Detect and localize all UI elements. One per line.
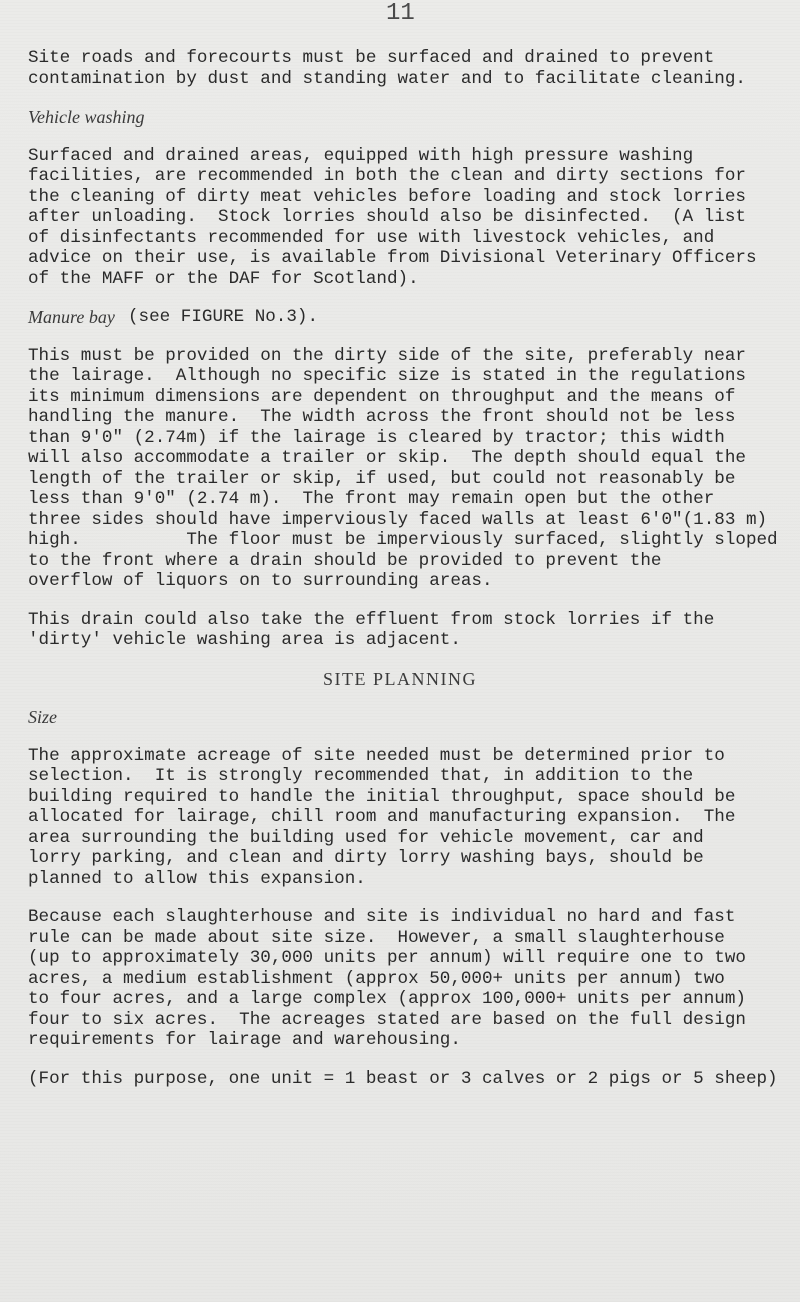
paragraph-line: four to six acres. The acreages stated are based on the full design <box>28 1009 746 1030</box>
paragraph-line: requirements for lairage and warehousing. <box>28 1030 461 1050</box>
paragraph-line: selection. It is strongly recommended that, in addition to the <box>28 766 694 786</box>
paragraph-line: of the MAFF or the DAF for Scotland). <box>28 268 419 289</box>
paragraph-line: area surrounding the building used for vehicle movement, car and <box>28 827 704 848</box>
paragraph-line: to the front where a drain should be provided to prevent the <box>28 550 662 571</box>
heading-site-planning: SITE PLANNING <box>323 668 477 689</box>
paragraph-line: less than 9'0" (2.74 m). The front may remain open but the other <box>28 489 715 509</box>
paragraph-line: Because each slaughterhouse and site is individual no hard and fast <box>28 907 736 927</box>
paragraph-line: The approximate acreage of site needed must be determined prior to <box>28 745 725 766</box>
paragraph-line: than 9'0" (2.74m) if the lairage is cleared by tractor; this width <box>28 427 725 448</box>
paragraph-line: to four acres, and a large complex (approx 100,000+ units per annum) <box>28 989 746 1009</box>
paragraph-line: lorry parking, and clean and dirty lorry washing bays, should be <box>28 848 704 868</box>
paragraph-line: high. The floor must be imperviously surfaced, slightly sloped <box>28 530 778 550</box>
paragraph-line: overflow of liquors on to surrounding areas. <box>28 571 493 591</box>
paragraph-line: three sides should have imperviously faced walls at least 6'0"(1.83 m) <box>28 509 768 530</box>
heading-manure-bay: Manure bay <box>28 307 115 327</box>
paragraph-line: handling the manure. The width across the front should not be less <box>28 407 736 427</box>
paragraph-line: the cleaning of dirty meat vehicles before loading and stock lorries <box>28 186 746 207</box>
paragraph-line: building required to handle the initial throughput, space should be <box>28 786 736 807</box>
paragraph-line: the lairage. Although no specific size is stated in the regulations <box>28 366 746 386</box>
paragraph-line: (up to approximately 30,000 units per annum) will require one to two <box>28 948 746 968</box>
paragraph-line: Site roads and forecourts must be surfaced and drained to prevent <box>28 48 715 68</box>
heading-size: Size <box>28 707 57 727</box>
heading-manure-bay-reference: (see FIGURE No.3). <box>128 307 319 327</box>
paragraph-line: Surfaced and drained areas, equipped with high pressure washing <box>28 145 694 166</box>
paragraph-line: This drain could also take the effluent from stock lorries if the <box>28 609 715 630</box>
page-number: 11 <box>386 0 415 27</box>
paragraph-line: its minimum dimensions are dependent on throughput and the means of <box>28 386 736 407</box>
paragraph-line: facilities, are recommended in both the clean and dirty sections for <box>28 166 746 186</box>
paragraph-line: This must be provided on the dirty side of the site, preferably near <box>28 345 746 366</box>
paragraph-line: rule can be made about site size. However, a small slaughterhouse <box>28 927 725 948</box>
paragraph-line: will also accommodate a trailer or skip. The depth should equal the <box>28 448 746 468</box>
paragraph-line: after unloading. Stock lorries should also be disinfected. (A list <box>28 207 746 227</box>
paragraph-line: planned to allow this expansion. <box>28 868 366 889</box>
paragraph-line: contamination by dust and standing water and to facilitate cleaning. <box>28 68 746 89</box>
heading-vehicle-washing: Vehicle washing <box>28 107 145 127</box>
paragraph-line: (For this purpose, one unit = 1 beast or 3 calves or 2 pigs or 5 sheep) <box>28 1068 778 1089</box>
paragraph-line: 'dirty' vehicle washing area is adjacent. <box>28 630 461 650</box>
paragraph-line: allocated for lairage, chill room and manufacturing expansion. The <box>28 807 736 827</box>
paragraph-line: acres, a medium establishment (approx 50,000+ units per annum) two <box>28 968 725 989</box>
paragraph-line: length of the trailer or skip, if used, but could not reasonably be <box>28 468 736 489</box>
paragraph-line: of disinfectants recommended for use with livestock vehicles, and <box>28 227 715 248</box>
paragraph-line: advice on their use, is available from Divisional Veterinary Officers <box>28 248 757 268</box>
